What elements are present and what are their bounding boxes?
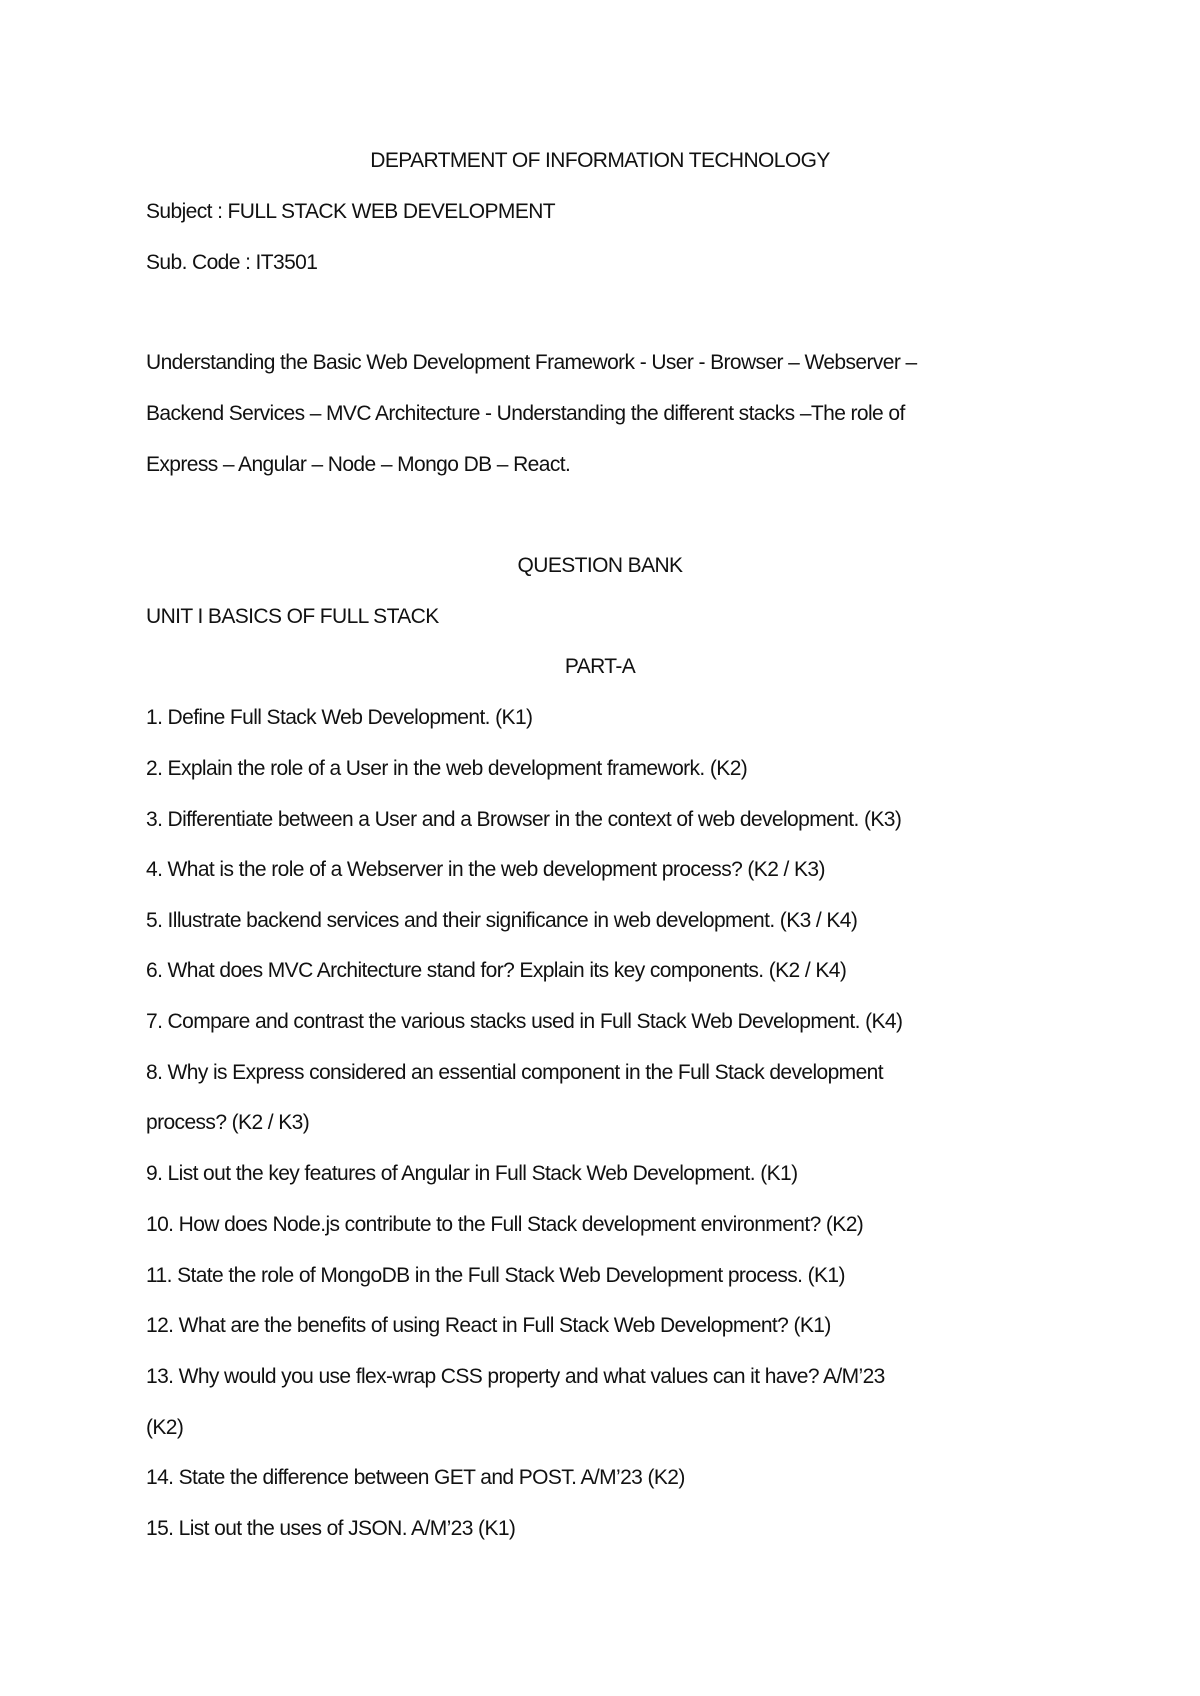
question-item: 15. List out the uses of JSON. A/M’23 (K1) bbox=[146, 1517, 516, 1540]
question-item: 11. State the role of MongoDB in the Full Stack Web Development process. (K1) bbox=[146, 1264, 845, 1287]
question-item: 8. Why is Express considered an essential component in the Full Stack development bbox=[146, 1061, 883, 1084]
question-item: 10. How does Node.js contribute to the Full Stack development environment? (K2) bbox=[146, 1213, 864, 1236]
subject-code-line: Sub. Code : IT3501 bbox=[146, 251, 318, 274]
question-item: 4. What is the role of a Webserver in the web development process? (K2 / K3) bbox=[146, 858, 825, 881]
question-item: 14. State the difference between GET and POST. A/M’23 (K2) bbox=[146, 1466, 685, 1489]
part-title: PART-A bbox=[564, 655, 636, 678]
syllabus-line: Understanding the Basic Web Development Framework - User - Browser – Webserver – bbox=[146, 351, 917, 374]
question-item-continuation: (K2) bbox=[146, 1416, 184, 1439]
question-item: 13. Why would you use flex-wrap CSS property and what values can it have? A/M’23 bbox=[146, 1365, 885, 1388]
question-item: 2. Explain the role of a User in the web development framework. (K2) bbox=[146, 757, 748, 780]
subject-line: Subject : FULL STACK WEB DEVELOPMENT bbox=[146, 200, 556, 223]
question-item: 3. Differentiate between a User and a Browser in the context of web development. (K3) bbox=[146, 808, 902, 831]
question-item-continuation: process? (K2 / K3) bbox=[146, 1111, 310, 1134]
syllabus-line: Backend Services – MVC Architecture - Understanding the different stacks –The role of bbox=[146, 402, 905, 425]
question-item: 12. What are the benefits of using React in Full Stack Web Development? (K1) bbox=[146, 1314, 831, 1337]
question-bank-title: QUESTION BANK bbox=[517, 554, 683, 577]
unit-title: UNIT I BASICS OF FULL STACK bbox=[146, 605, 439, 628]
syllabus-line: Express – Angular – Node – Mongo DB – React. bbox=[146, 453, 571, 476]
question-item: 7. Compare and contrast the various stacks used in Full Stack Web Development. (K4) bbox=[146, 1010, 903, 1033]
question-item: 5. Illustrate backend services and their significance in web development. (K3 / K4) bbox=[146, 909, 858, 932]
department-heading: DEPARTMENT OF INFORMATION TECHNOLOGY bbox=[370, 149, 830, 172]
question-item: 9. List out the key features of Angular in Full Stack Web Development. (K1) bbox=[146, 1162, 798, 1185]
question-item: 1. Define Full Stack Web Development. (K1) bbox=[146, 706, 533, 729]
question-item: 6. What does MVC Architecture stand for? Explain its key components. (K2 / K4) bbox=[146, 959, 847, 982]
